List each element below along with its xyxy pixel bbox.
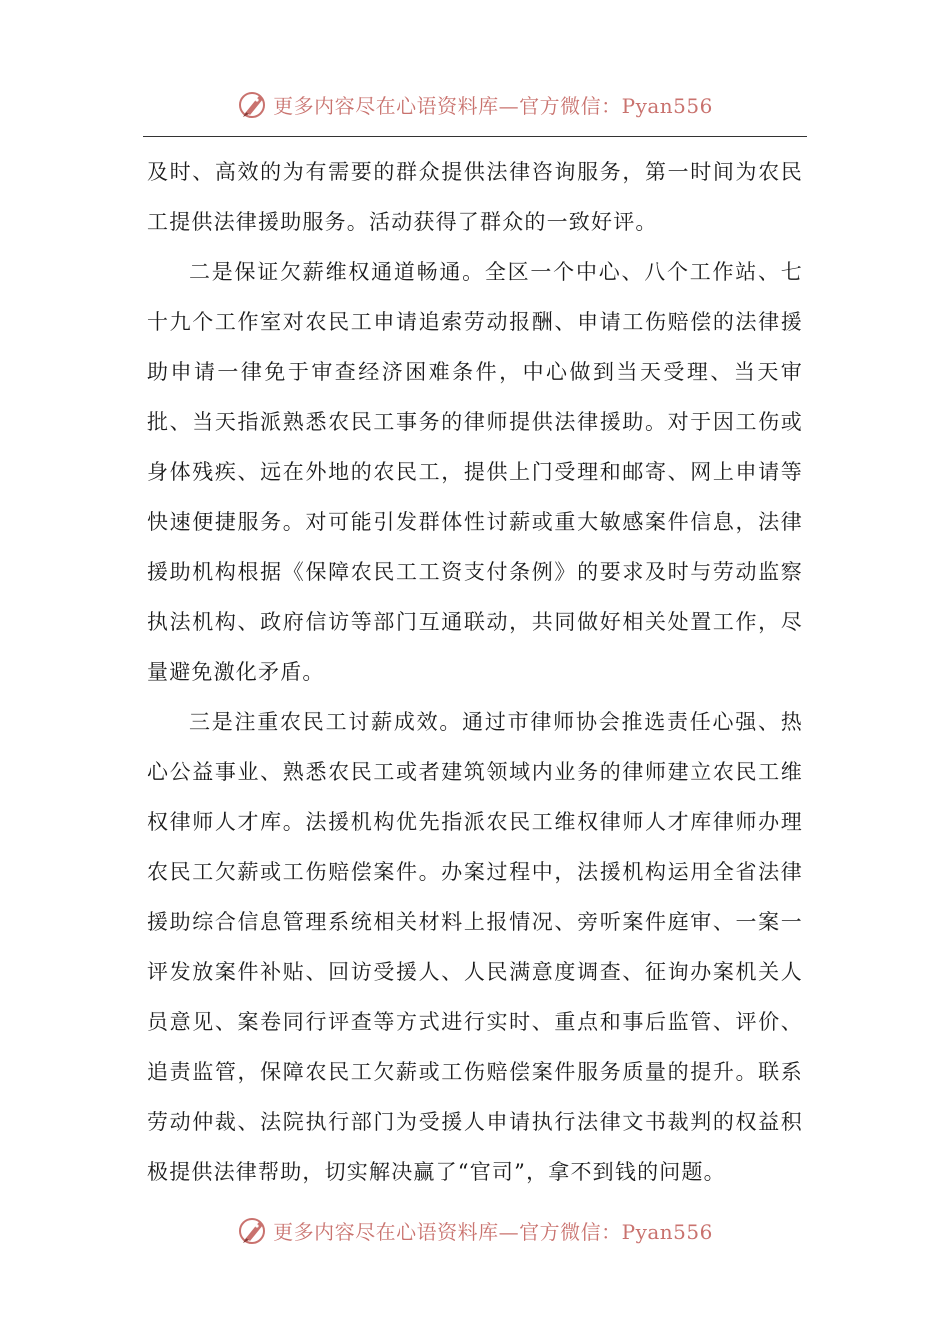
paragraph-3: 三是注重农民工讨薪成效。通过市律师协会推选责任心强、热心公益事业、熟悉农民工或者建筑领域内业务的律师建立农民工维权律师人才库。法援机构优先指派农民工维权律师人才库律师办理农民工欠薪或工伤赔偿案件。办案过程中，法援机构运用全省法律援助综合信息管理系统相关材料上报情况、旁听案件庭审、一案一评发放案件补贴、回访受援人、人民满意度调查、征询办案机关人员意见、案卷同行评查等方式进行实时、重点和事后监管、评价、追责监管，保障农民工欠薪或工伤赔偿案件服务质量的提升。联系劳动仲裁、法院执行部门为受援人申请执行法律文书裁判的权益积极提供法律帮助，切实解决赢了“官司”，拿不到钱的问题。 [147, 710, 803, 1184]
pen-nib-logo-icon [237, 1214, 269, 1246]
footer-banner-text: 更多内容尽在心语资料库—官方微信：Pyan556 [273, 1219, 713, 1244]
footer-banner [0, 1210, 950, 1250]
header-banner-text: 更多内容尽在心语资料库—官方微信：Pyan556 [273, 93, 713, 118]
paragraph-2: 二是保证欠薪维权通道畅通。全区一个中心、八个工作站、七十九个工作室对农民工申请追索劳动报酬、申请工伤赔偿的法律援助申请一律免于审查经济困难条件，中心做到当天受理、当天审批、当天指派熟悉农民工事务的律师提供法律援助。对于因工伤或身体残疾、远在外地的农民工，提供上门受理和邮寄、网上申请等快速便捷服务。对可能引发群体性讨薪或重大敏感案件信息，法律援助机构根据《保障农民工工资支付条例》的要求及时与劳动监察执法机构、政府信访等部门互通联动，共同做好相关处置工作，尽量避免激化矛盾。 [147, 260, 803, 684]
pen-nib-logo-icon [237, 88, 269, 120]
paragraph-1: 及时、高效的为有需要的群众提供法律咨询服务，第一时间为农民工提供法律援助服务。活动获得了群众的一致好评。 [147, 160, 803, 234]
header-divider [143, 136, 807, 137]
header-banner [0, 84, 950, 124]
document-body [147, 147, 803, 1197]
